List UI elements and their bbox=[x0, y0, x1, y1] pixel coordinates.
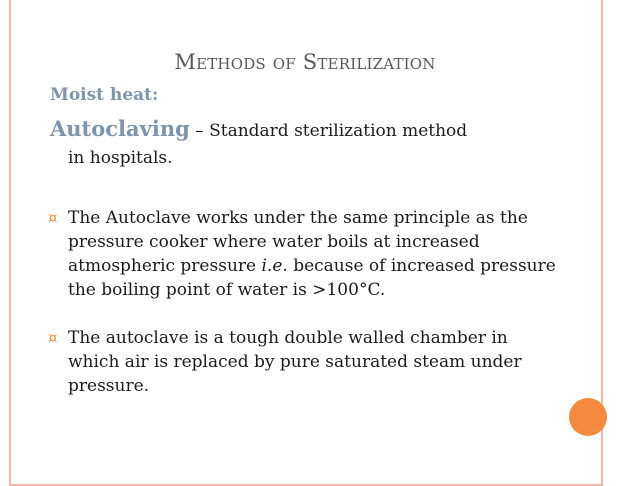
lead-text-line2: in hospitals. bbox=[68, 148, 173, 168]
list-item bbox=[50, 206, 560, 302]
open-circle-bullet-icon: ¤ bbox=[48, 329, 58, 347]
open-circle-bullet-icon: ¤ bbox=[48, 209, 58, 227]
lead-term: Autoclaving bbox=[50, 116, 190, 141]
slide-title: Methods of Sterilization bbox=[174, 50, 436, 74]
lead-line bbox=[50, 115, 540, 172]
list-item bbox=[50, 326, 560, 398]
bullet-italic: i.e. bbox=[261, 256, 288, 276]
bullet-list bbox=[50, 206, 560, 422]
decorative-orange-circle bbox=[569, 398, 607, 436]
bullet-text: The Autoclave works under the same principle as the pressure cooker where water boils at increased atmospheric pressure bbox=[68, 208, 528, 276]
bullet-text-after: because of increased pressure the boiling point of water is >100°C. bbox=[68, 256, 556, 300]
subheading: Moist heat: bbox=[50, 85, 159, 105]
lead-text-line1: Standard sterilization method bbox=[209, 121, 468, 141]
lead-dash: – bbox=[189, 121, 210, 141]
bullet-text: The autoclave is a tough double walled chamber in which air is replaced by pure saturated steam under pressure. bbox=[68, 328, 522, 396]
